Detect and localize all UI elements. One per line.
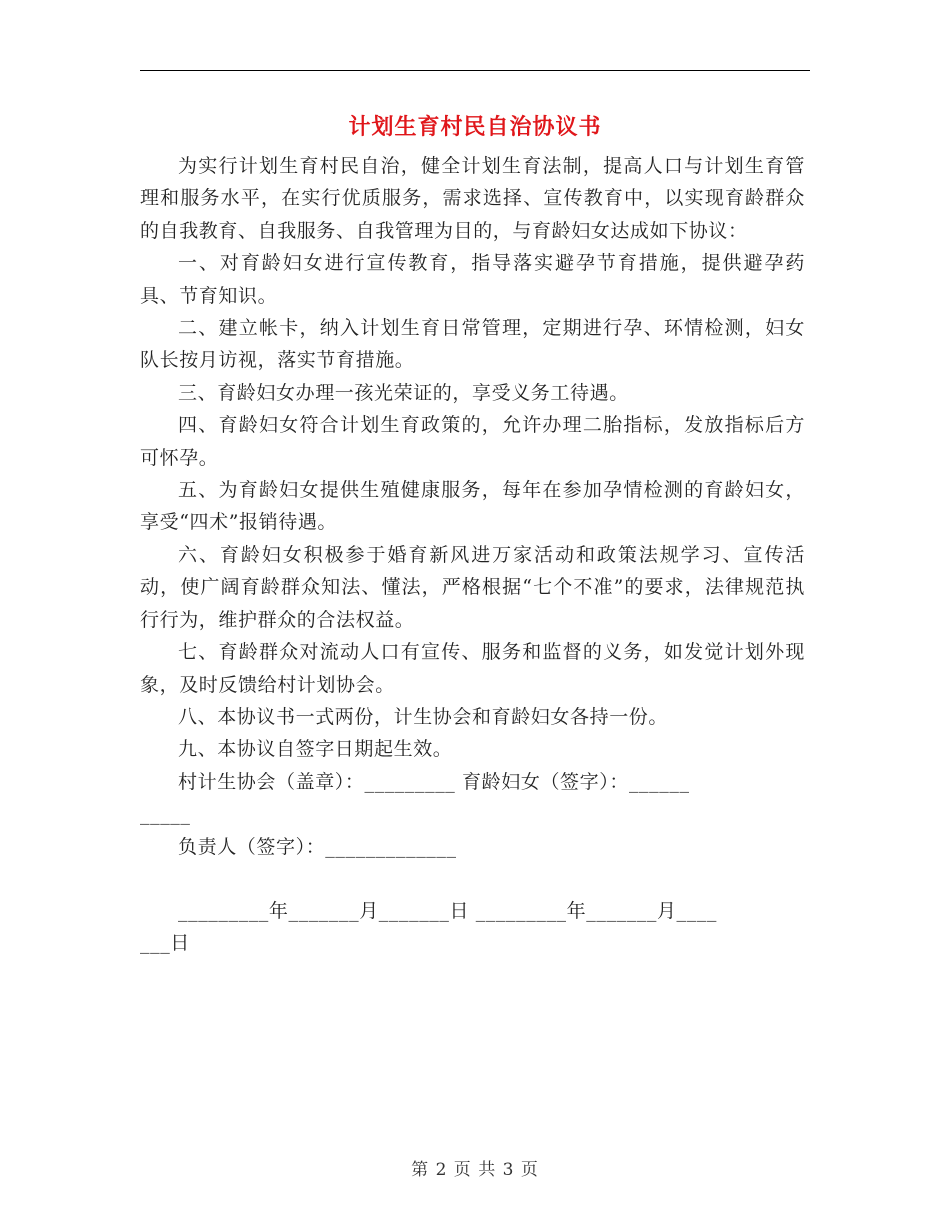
header-rule [140,70,810,71]
page-number: 第 2 页 共 3 页 [411,1160,539,1180]
intro-paragraph: 为实行计划生育村民自治，健全计划生育法制，提高人口与计划生育管理和服务水平，在实行优质服务，需求选择、宣传教育中，以实现育龄群众的自我教育、自我服务、自我管理为目的，与育龄妇女达成如下协议： [140,155,805,242]
date-line-tail: ___日 [140,932,190,955]
date-line: _________年_______月_______日 _________年_______月____ [178,899,717,922]
document-body [140,150,805,960]
clause-9: 九、本协议自签字日期起生效。 [178,738,453,761]
clause-8: 八、本协议书一式两份，计生协会和育龄妇女各持一份。 [178,705,669,728]
clause-3: 三、育龄妇女办理一孩光荣证的，享受义务工待遇。 [178,381,629,404]
clause-6: 六、育龄妇女积极参于婚育新风进万家活动和政策法规学习、宣传活动，使广阔育龄群众知法、懂法，严格根据“七个不准”的要求，法律规范执行行为，维护群众的合法权益。 [140,543,805,631]
clause-4: 四、育龄妇女符合计划生育政策的，允许办理二胎指标，发放指标后方可怀孕。 [140,414,805,469]
signature-line-association-tail: _____ [140,803,191,826]
clause-2: 二、建立帐卡，纳入计划生育日常管理，定期进行孕、环情检测，妇女队长按月访视，落实节育措施。 [140,317,805,372]
signature-line-responsible: 负责人（签字）：_____________ [178,835,457,858]
clause-5: 五、为育龄妇女提供生殖健康服务，每年在参加孕情检测的育龄妇女，享受“四术”报销待遇。 [140,479,805,534]
document-title: 计划生育村民自治协议书 [348,114,602,140]
signature-line-association: 村计生协会（盖章）：_________ 育龄妇女（签字）：______ [178,770,690,793]
clause-1: 一、对育龄妇女进行宣传教育，指导落实避孕节育措施，提供避孕药具、节育知识。 [140,252,805,307]
clause-7: 七、育龄群众对流动人口有宣传、服务和监督的义务，如发觉计划外现象，及时反馈给村计划协会。 [140,641,805,696]
spacer [140,863,805,895]
